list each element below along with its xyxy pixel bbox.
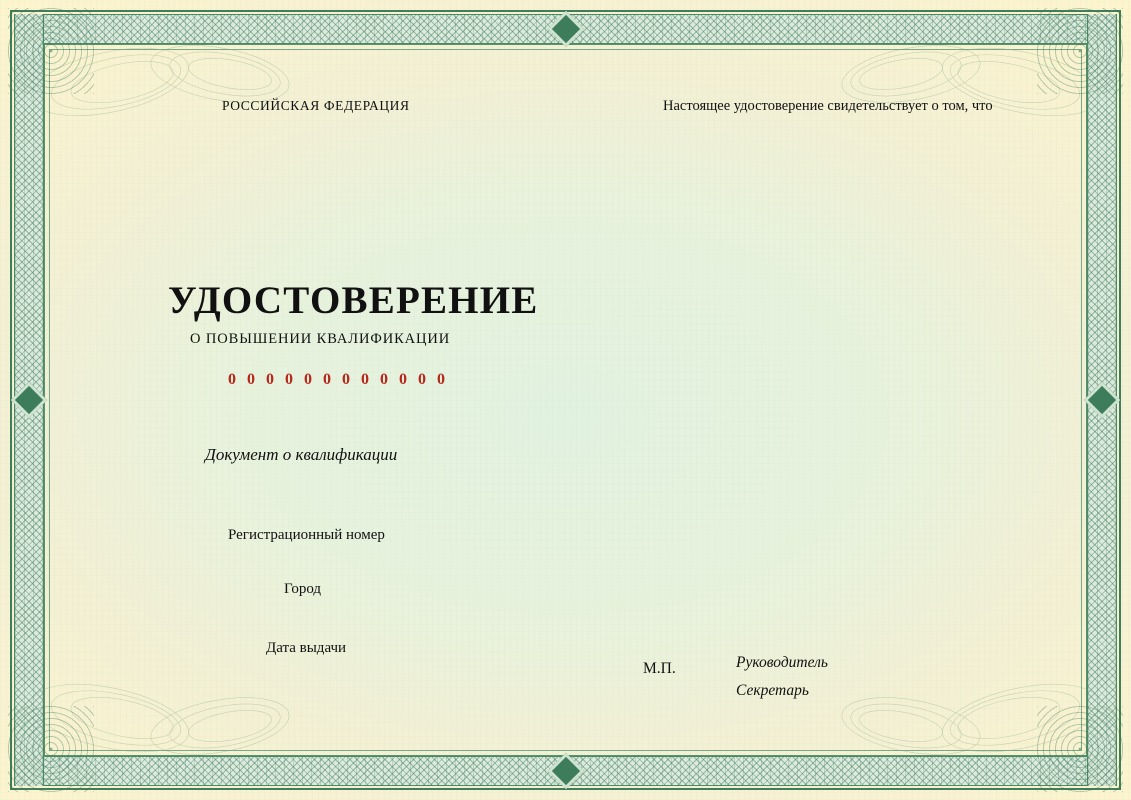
head-signature-label: Руководитель — [736, 654, 828, 671]
secretary-signature-label: Секретарь — [736, 682, 809, 699]
registration-number-label: Регистрационный номер — [228, 527, 385, 543]
page-title: УДОСТОВЕРЕНИЕ — [168, 279, 539, 322]
attestation-line: Настоящее удостоверение свидетельствует о том, что — [663, 98, 993, 114]
serial-number: 0 0 0 0 0 0 0 0 0 0 0 0 — [228, 371, 449, 388]
seal-place-label: М.П. — [643, 660, 676, 677]
issue-date-label: Дата выдачи — [266, 640, 347, 656]
city-label: Город — [284, 581, 322, 597]
page-subtitle: О ПОВЫШЕНИИ КВАЛИФИКАЦИИ — [190, 331, 451, 347]
country-line: РОССИЙСКАЯ ФЕДЕРАЦИЯ — [222, 98, 410, 113]
document-kind-label: Документ о квалификации — [205, 445, 398, 464]
